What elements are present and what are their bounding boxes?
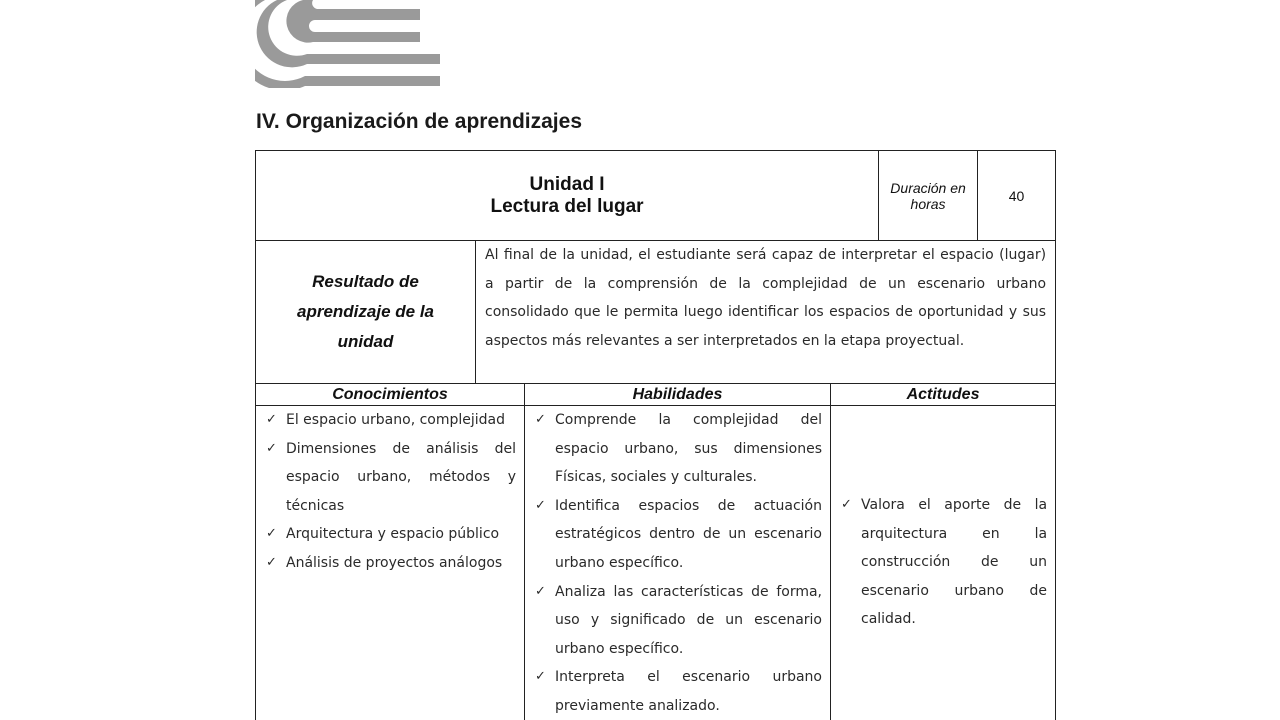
list-item bbox=[266, 406, 516, 435]
university-logo bbox=[255, 0, 445, 88]
habilidades-cell bbox=[525, 406, 831, 720]
column-header-conocimientos: Conocimientos bbox=[256, 384, 525, 406]
checkmark-icon: ✓ bbox=[266, 526, 277, 542]
list-item-text: Arquitectura y espacio público bbox=[286, 526, 500, 543]
list-item bbox=[266, 549, 516, 578]
list-item bbox=[535, 663, 822, 720]
list-item bbox=[535, 492, 822, 578]
result-label bbox=[256, 241, 476, 384]
checkmark-icon: ✓ bbox=[535, 497, 546, 513]
list-item-text: Análisis de proyectos análogos bbox=[286, 554, 503, 571]
checkmark-icon: ✓ bbox=[266, 412, 277, 427]
list-item-text: Valora el aporte de la arquitectura en la construcción de un escenario urbano de calidad. bbox=[861, 497, 1048, 628]
list-item-text: Analiza las características de forma, uso y significado de un escenario urbano específico. bbox=[555, 583, 822, 657]
checkmark-icon: ✓ bbox=[266, 554, 277, 570]
checkmark-icon: ✓ bbox=[841, 497, 852, 512]
section-title: IV. Organización de aprendizajes bbox=[256, 110, 583, 133]
list-item-text: Identifica espacios de actuación estratégicos dentro de un escenario urbano específico. bbox=[555, 497, 822, 571]
conocimientos-cell bbox=[256, 406, 525, 720]
checkmark-icon: ✓ bbox=[535, 583, 546, 599]
duration-value: 40 bbox=[978, 151, 1056, 241]
result-label-text: Resultado de aprendizaje de la unidad bbox=[297, 272, 434, 351]
list-item bbox=[841, 491, 1047, 634]
habilidades-list bbox=[535, 406, 822, 720]
actitudes-list bbox=[841, 491, 1047, 634]
duration-label: Duración en horas bbox=[879, 151, 978, 241]
checkmark-icon: ✓ bbox=[535, 669, 546, 685]
list-item-text: El espacio urbano, complejidad bbox=[286, 412, 506, 428]
unit-organization-table bbox=[255, 150, 1056, 720]
column-header-actitudes: Actitudes bbox=[831, 384, 1056, 406]
list-item bbox=[535, 578, 822, 664]
list-item-text: Dimensiones de análisis del espacio urbano, métodos y técnicas bbox=[286, 440, 516, 514]
result-text: Al final de la unidad, el estudiante será capaz de interpretar el espacio (lugar) a partir de la comprensión de la complejidad de un escenario urbano consolidado que le permita luego identificar los espacios de oportunidad y sus aspectos más relevantes a ser interpretados en la etapa proyectual. bbox=[476, 241, 1056, 384]
list-item bbox=[535, 406, 822, 492]
checkmark-icon: ✓ bbox=[266, 440, 277, 456]
list-item-text: Interpreta el escenario urbano previamente analizado. bbox=[555, 669, 822, 714]
unit-number: Unidad I bbox=[529, 173, 605, 195]
list-item-text: Comprende la complejidad del espacio urbano, sus dimensiones Físicas, sociales y culturales. bbox=[555, 412, 822, 486]
checkmark-icon: ✓ bbox=[535, 412, 546, 427]
unit-name: Lectura del lugar bbox=[490, 195, 644, 217]
conocimientos-list bbox=[266, 406, 516, 578]
list-item bbox=[266, 520, 516, 549]
column-header-habilidades: Habilidades bbox=[525, 384, 831, 406]
unit-header-cell bbox=[256, 151, 879, 241]
list-item bbox=[266, 435, 516, 521]
actitudes-cell bbox=[831, 406, 1056, 720]
